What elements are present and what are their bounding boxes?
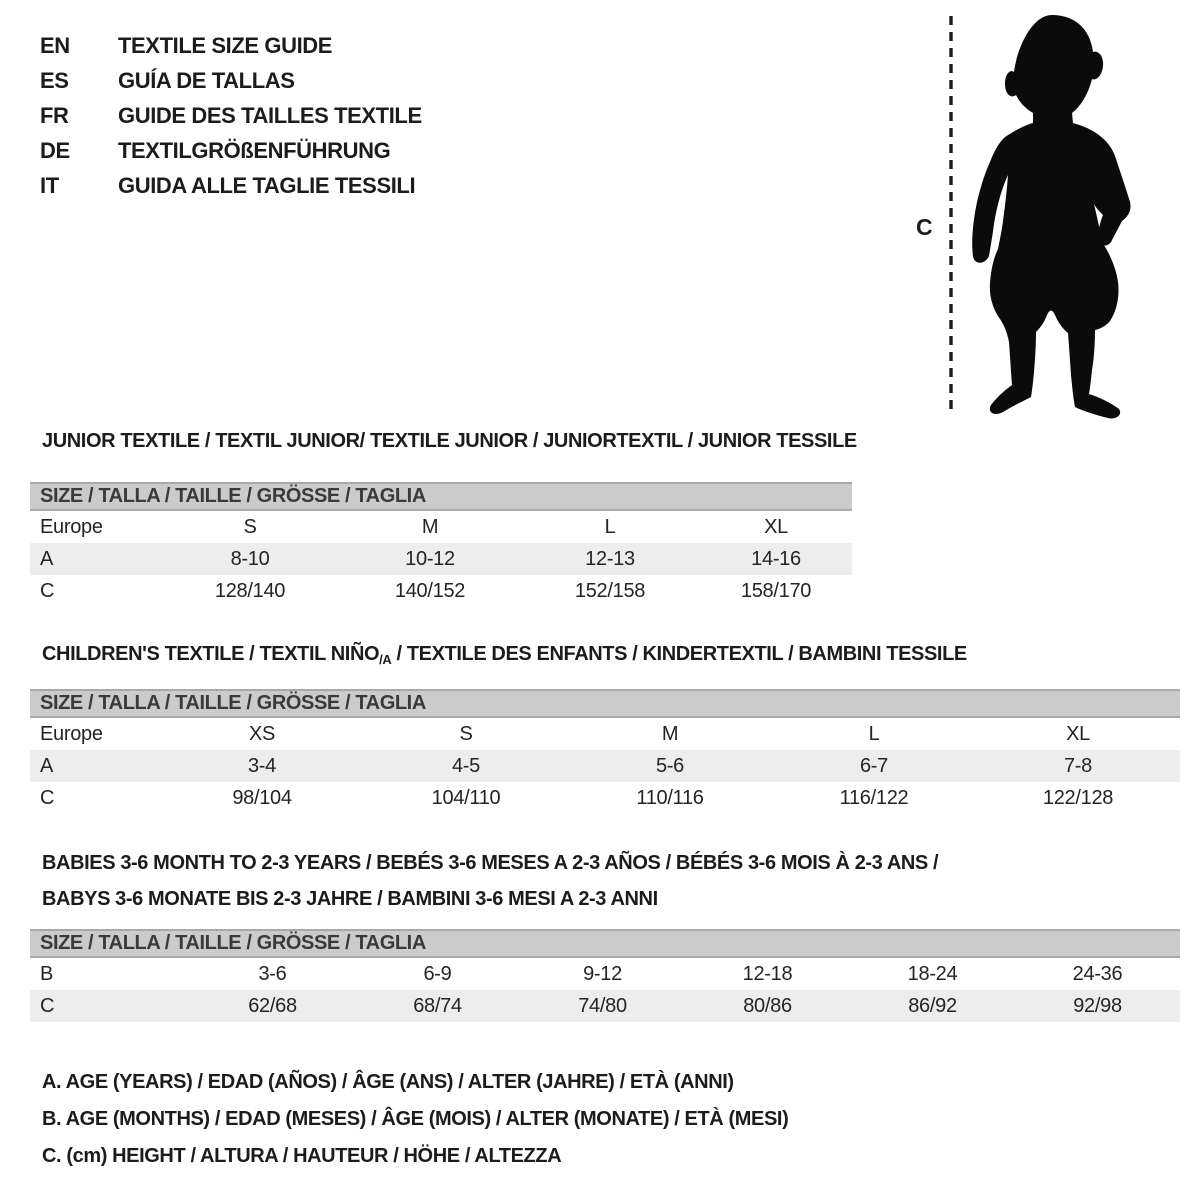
table-cell: 18-24: [907, 962, 958, 985]
table-cell: 12-18: [742, 962, 793, 985]
table-cell: 116/122: [839, 786, 909, 809]
table-cell: L: [604, 515, 616, 538]
table-cell: 6-9: [423, 962, 452, 985]
guide-title: GUIDA ALLE TAGLIE TESSILI: [118, 172, 416, 198]
table-cell: 6-7: [859, 754, 888, 777]
row-label: Europe: [40, 515, 103, 538]
table-cell: 128/140: [214, 579, 286, 602]
row-label: C: [40, 994, 55, 1017]
language-code: DE: [40, 137, 70, 163]
height-measure-dashed-line: [948, 16, 954, 414]
table-cell: 4-5: [451, 754, 480, 777]
language-title-list: [40, 28, 422, 203]
junior-size-table: [30, 482, 852, 607]
table-cell: 5-6: [655, 754, 684, 777]
table-cell: L: [868, 722, 880, 745]
table-row: [30, 511, 852, 543]
language-row: [40, 133, 422, 168]
baby-silhouette-icon: [962, 12, 1148, 424]
legend-line-a: A. AGE (YEARS) / EDAD (AÑOS) / ÂGE (ANS) / ALTER (JAHRE) / ETÀ (ANNI): [42, 1071, 734, 1093]
language-row: [40, 98, 422, 133]
table-row: [30, 543, 852, 575]
row-label: Europe: [40, 722, 103, 745]
table-cell: 10-12: [405, 547, 455, 570]
children-title-subscript: /A: [379, 652, 392, 667]
language-code: ES: [40, 67, 69, 93]
table-cell: 122/128: [1042, 786, 1114, 809]
table-cell: 8-10: [230, 547, 270, 570]
table-cell: 12-13: [585, 547, 635, 570]
table-cell: 68/74: [413, 994, 462, 1017]
table-cell: 3-4: [247, 754, 276, 777]
guide-title: TEXTILE SIZE GUIDE: [118, 32, 333, 58]
babies-size-table: [30, 929, 1180, 1022]
table-cell: S: [243, 515, 257, 538]
table-cell: 158/170: [740, 579, 812, 602]
language-row: [40, 28, 422, 63]
table-cell: M: [421, 515, 439, 538]
table-cell: 62/68: [248, 994, 297, 1017]
table-row: [30, 750, 1180, 782]
table-cell: M: [661, 722, 679, 745]
children-title-main: CHILDREN'S TEXTILE / TEXTIL NIÑO: [42, 643, 380, 665]
size-header-bar: SIZE / TALLA / TAILLE / GRÖSSE / TAGLIA: [30, 482, 852, 511]
junior-section-title: JUNIOR TEXTILE / TEXTIL JUNIOR/ TEXTILE JUNIOR / JUNIORTEXTIL / JUNIOR TESSILE: [42, 430, 857, 452]
children-title-rest: / TEXTILE DES ENFANTS / KINDERTEXTIL / BAMBINI TESSILE: [391, 643, 967, 665]
table-cell: 9-12: [583, 962, 622, 985]
table-cell: 24-36: [1072, 962, 1123, 985]
language-row: [40, 63, 422, 98]
size-header-bar: SIZE / TALLA / TAILLE / GRÖSSE / TAGLIA: [30, 689, 1180, 718]
table-cell: 86/92: [908, 994, 957, 1017]
table-cell: S: [459, 722, 473, 745]
babies-section-title: [42, 845, 938, 917]
table-cell: 7-8: [1063, 754, 1092, 777]
guide-title: GUÍA DE TALLAS: [118, 67, 295, 93]
table-cell: 104/110: [431, 786, 501, 809]
baby-height-figure: [900, 0, 1200, 430]
table-cell: XL: [764, 515, 788, 538]
table-row: [30, 990, 1180, 1022]
table-cell: XL: [1066, 722, 1090, 745]
row-label: C: [40, 579, 55, 602]
children-section-title: [42, 643, 967, 667]
language-code: EN: [40, 32, 70, 58]
table-cell: 152/158: [574, 579, 646, 602]
height-measure-label: C: [916, 214, 933, 240]
language-row: [40, 168, 422, 203]
table-cell: 3-6: [258, 962, 287, 985]
babies-title-line1: BABIES 3-6 MONTH TO 2-3 YEARS / BEBÉS 3-6 MESES A 2-3 AÑOS / BÉBÉS 3-6 MOIS À 2-3 ANS /: [42, 852, 939, 874]
table-row: [30, 958, 1180, 990]
table-cell: 92/98: [1073, 994, 1122, 1017]
table-cell: 140/152: [394, 579, 466, 602]
guide-title: GUIDE DES TAILLES TEXTILE: [118, 102, 422, 128]
table-cell: 98/104: [232, 786, 292, 809]
table-cell: 74/80: [578, 994, 627, 1017]
row-label: C: [40, 786, 55, 809]
children-size-table: [30, 689, 1180, 814]
size-header-bar: SIZE / TALLA / TAILLE / GRÖSSE / TAGLIA: [30, 929, 1180, 958]
language-code: IT: [40, 172, 59, 198]
table-cell: 14-16: [751, 547, 801, 570]
legend-line-b: B. AGE (MONTHS) / EDAD (MESES) / ÂGE (MOIS) / ALTER (MONATE) / ETÀ (MESI): [42, 1108, 789, 1130]
table-cell: XS: [248, 722, 276, 745]
legend-line-c: C. (cm) HEIGHT / ALTURA / HAUTEUR / HÖHE / ALTEZZA: [42, 1145, 562, 1167]
measurement-legend: [42, 1064, 788, 1175]
table-cell: 80/86: [743, 994, 792, 1017]
table-cell: 110/116: [636, 786, 704, 809]
row-label: B: [40, 962, 54, 985]
row-label: A: [40, 754, 54, 777]
babies-title-line2: BABYS 3-6 MONATE BIS 2-3 JAHRE / BAMBINI 3-6 MESI A 2-3 ANNI: [42, 888, 658, 910]
row-label: A: [40, 547, 54, 570]
table-row: [30, 575, 852, 607]
guide-title: TEXTILGRÖßENFÜHRUNG: [118, 137, 391, 163]
table-row: [30, 718, 1180, 750]
language-code: FR: [40, 102, 69, 128]
table-row: [30, 782, 1180, 814]
